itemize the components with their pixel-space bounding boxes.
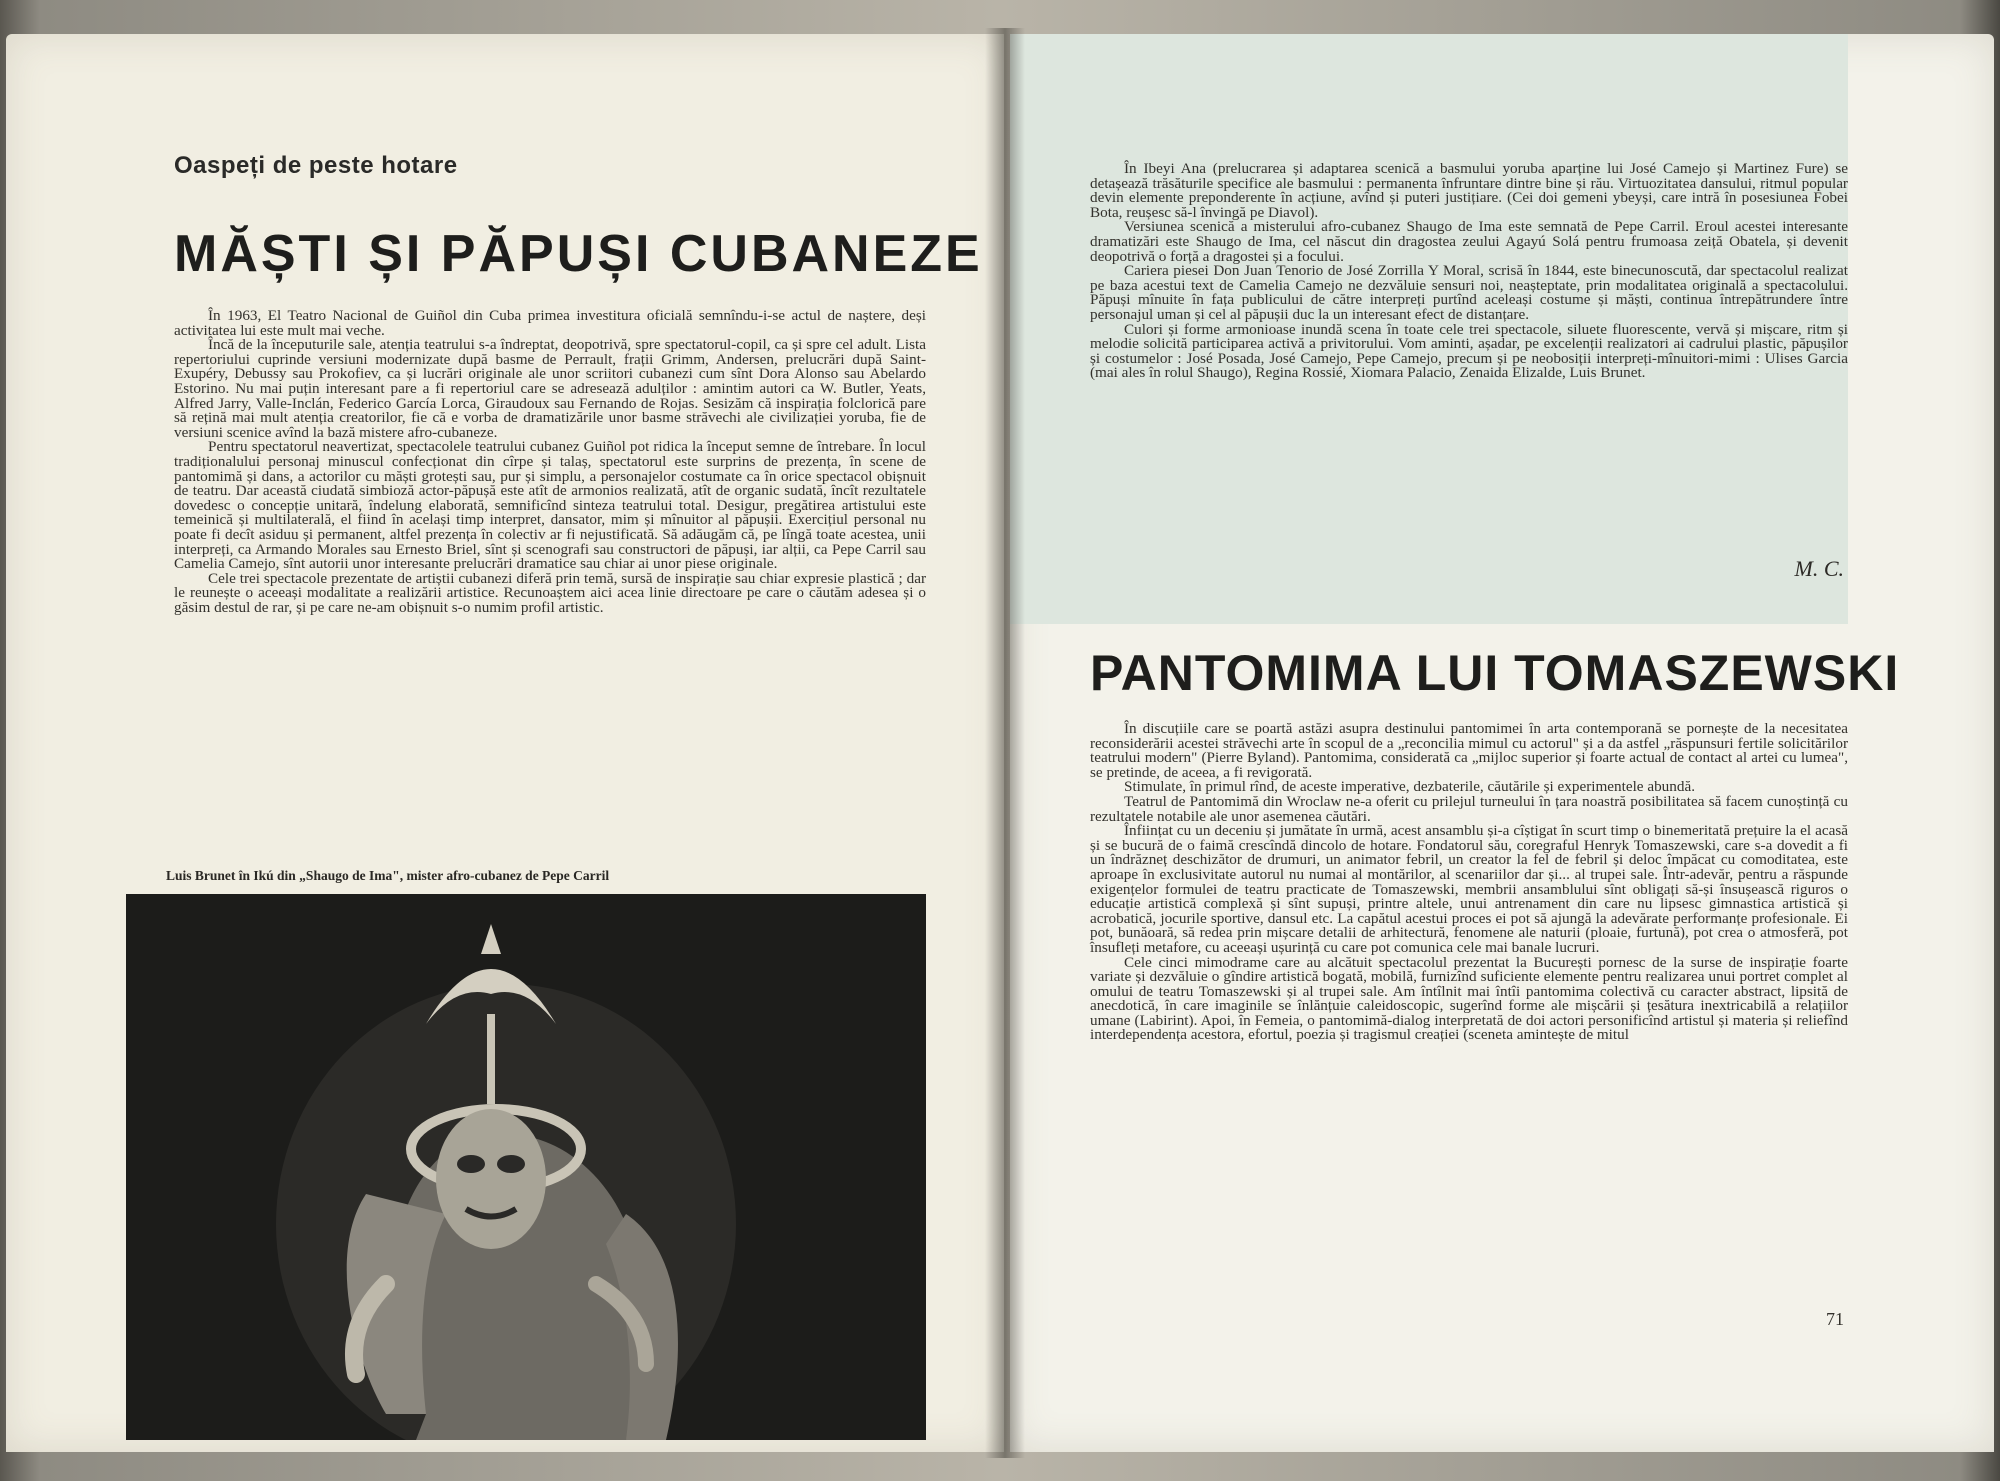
paragraph: Cele trei spectacole prezentate de artiștii cubanezi diferă prin temă, sursă de inspirație sau chiar expresie plastică ; dar le reunește o aceeași modalitate a realizării artistice. Recunoaștem aici acea linie directoare pe care o căutăm adesea și o găsim destul de rar, și pe care ne-am obișnuit s-o numim profil artistic. <box>174 569 926 616</box>
paragraph: În discuțiile care se poartă astăzi asupra destinului pantomimei în arta contemporană se pornește de la necesitatea reconsiderării acestei străvechi arte în scopul de a „reconcilia mimul cu actorul" și a da astfel „răspunsuri fertile solicitărilor teatrului modern" (Pierre Byland). Pantomima, considerată ca „mijloc superior și foarte actual de contact al artei cu lumea", se pretinde, de aceea, a fi revigorată. <box>1090 720 1848 781</box>
author-signature: M. C. <box>1794 556 1844 581</box>
book-gutter <box>985 28 1025 1458</box>
paragraph: Teatrul de Pantomimă din Wroclaw ne-a oferit cu prilejul turneului în țara noastră posibilitatea să facem cunoștință cu rezultatele notabile ale unor asemenea căutări. <box>1090 792 1848 825</box>
article-headline-masks: MĂȘTI ȘI PĂPUȘI CUBANEZE <box>174 225 983 283</box>
page-number: 71 <box>1826 1309 1844 1329</box>
masked-figure-illustration <box>126 894 926 1440</box>
paragraph: Pentru spectatorul neavertizat, spectacolele teatrului cubanez Guiñol pot ridica la început semne de întrebare. În locul tradiționalului personaj minuscul confecționat din cîrpe și talaș, spectatorul este surprins de prezența, în scene de pantomimă și dans, a actorilor cu măști grotești sau, pur și simplu, a personajelor costumate ca în orice spectacol obișnuit de teatru. Dar această ciudată simbioză actor-păpușă este atît de armonios realizată, atît de organic sudată, încît rezultatele dovedesc o concepție unitară, îndelung elaborată, semnificînd sinteza teatrului total. Desigur, pregătirea artistului este temeinică și multilaterală, el fiind în același timp interpret, dansator, mim și mînuitor al păpușii. Exercițiul personal nu poate fi decît asiduu și permanent, altfel prezența în colectiv ar fi nejustificată. Să adăugăm că, pe lîngă toate acestea, unii interpreți, ca Armando Morales sau Ernesto Briel, sînt și scenografi sau constructori de păpuși, iar alții, ca Pepe Carril sau Camelia Camejo, sînt autorii unor interesante prelucrări dramatice sau chiar ai unor piese originale. <box>174 438 926 573</box>
article-headline-pantomime: PANTOMIMA LUI TOMASZEWSKI <box>1090 645 1900 701</box>
left-page <box>6 34 1004 1452</box>
article-body-masks <box>174 309 926 615</box>
section-label: Oaspeți de peste hotare <box>174 152 458 179</box>
article-body-masks-continued <box>1090 162 1848 381</box>
article-body-pantomime <box>1090 722 1848 1043</box>
photo-caption: Luis Brunet în Ikú din „Shaugo de Ima", mister afro-cubanez de Pepe Carril <box>166 868 610 883</box>
paragraph: Stimulate, în primul rînd, de aceste imperative, dezbaterile, căutările și experimentele abundă. <box>1124 778 1695 796</box>
photo-masked-actor <box>126 894 926 1440</box>
right-page <box>1010 34 1994 1452</box>
paragraph: Culori și forme armonioase inundă scena în toate cele trei spectacole, siluete fluorescente, vervă și mișcare, ritm și melodie solicită participarea activă a privitorului. Vom aminti, așadar, pe excelenții realizatori ai cadrului plastic, păpușilor și costumelor : José Posada, José Camejo, Pepe Camejo, precum și pe neobosiții interpreți-mînuitori-mimi : Ulises Garcia (mai ales în rolul Shaugo), Regina Rossié, Xiomara Palacio, Zenaida Elizalde, Luis Brunet. <box>1090 320 1848 382</box>
paragraph: În 1963, El Teatro Nacional de Guiñol din Cuba primea investitura oficială semnîndu-i-se actul de naștere, deși activitatea lui este mult mai veche. <box>174 307 926 339</box>
paragraph: Cele cinci mimodrame care au alcătuit spectacolul prezentat la București pornesc de la surse de inspirație foarte variate și dezvăluie o gîndire artistică bogată, mobilă, furnizînd suficiente elemente pentru realizarea unui portret complet al omului de teatru Tomaszewski și al trupei sale. Am întîlnit mai întîi pantomima colectivă cu caracter abstract, lipsită de anecdotică, în care imaginile se înlănțuie caleidoscopic, sugerînd forme ale mișcării și țesătura inextricabilă a relațiilor umane (Labirint). Apoi, în Femeia, o pantomimă-dialog interpretată de doi actori personificînd artistul și materia și reliefînd interdependența acestora, efortul, poezia și tragismul creației (sceneta amintește de mitul <box>1090 953 1848 1044</box>
paragraph: Încă de la începuturile sale, atenția teatrului s-a îndreptat, deopotrivă, spre spectatorul-copil, ca și spre cel adult. Lista repertoriului cuprinde versiuni modernizate după basme de Perrault, frații Grimm, Andersen, prelucrări după Saint-Exupéry, Debussy sau Prokofiev, ca și lucrări originale ale unor scriitori cubanezi cum sînt Dora Alonso sau Abelardo Estorino. Nu mai puțin interesant pare a fi repertoriul care se adresează adulților : amintim autori ca W. Butler, Yeats, Alfred Jarry, Valle-Inclán, Federico García Lorca, Giraudoux sau Fernando de Rojas. Sesizăm că inspirația folclorică pare să rețină mai mult atenția creatorilor, fie că e vorba de dramatizările unor basme străvechi ale civilizației yoruba, fie de versiuni scenice avînd la bază mistere afro-cubaneze. <box>174 336 926 441</box>
paragraph: În Ibeyi Ana (prelucrarea și adaptarea scenică a basmului yoruba aparține lui José Camejo și Martinez Fure) se detașează trăsăturile specifice ale basmului : permanenta înfruntare dintre bine și rău. Virtuozitatea dansului, ritmul popular devin elemente preponderente în acțiune, avînd și puteri justițiare. (Cei doi gemeni ybeyși, care intră în posesiunea Fobei Bota, reușesc să-l învingă pe Diavol). <box>1090 160 1848 221</box>
paragraph: Înființat cu un deceniu și jumătate în urmă, acest ansamblu și-a cîștigat în scurt timp o binemeritată prețuire la el acasă și se bucură de o faimă crescîndă dincolo de hotare. Fondatorul său, coregraful Henryk Tomaszewski, care s-a dovedit a fi un îndrăzneț deschizător de drumuri, un animator febril, un creator la fel de febril și deloc împăcat cu comoditatea, este aproape în exclusivitate autorul nu numai al montărilor, al scenariilor dar și... al trupei sale. Într-adevăr, pentru a răspunde exigențelor formulei de teatru practicate de Tomaszewski, membrii ansamblului sînt obligați să-și însușească riguros o educație artistică complexă și sînt supuși, printre altele, unui antrenament din care nu lipsesc gimnastica artistică și acrobatică, jocurile sportive, dansul etc. La capătul acestui proces ei pot să ajungă la adevărate performanțe profesionale. Ei pot, bunăoară, să redea prin mișcare detalii de arhitectură, fenomene ale naturii (ploaie, furtună), pot crea o atmosferă, pot însufleți metafore, cu aceeași ușurință cu care pot comunica cele mai banale lucruri. <box>1090 822 1848 956</box>
paragraph: Cariera piesei Don Juan Tenorio de José Zorrilla Y Moral, scrisă în 1844, este binecunoscută, dar spectacolul realizat pe baza acestui text de Camelia Camejo ne dezvăluie sensuri noi, neașteptate, prin modalitatea originală a spectacolului. Păpuși mînuite în fața publicului de către interpreți purtînd aceleași costume și măști, continua întrepătrundere între personajul uman și cel al păpușii duc la un interesant efect de distanțare. <box>1090 262 1848 323</box>
paragraph: Versiunea scenică a misterului afro-cubanez Shaugo de Ima este semnată de Pepe Carril. Eroul acestei interesante dramatizări este Shaugo de Ima, cel născut din dragostea zeului Agayú Solá pentru frumoasa zeiță Obatela, și devenit deopotrivă o forță a dragostei și a focului. <box>1090 218 1848 265</box>
